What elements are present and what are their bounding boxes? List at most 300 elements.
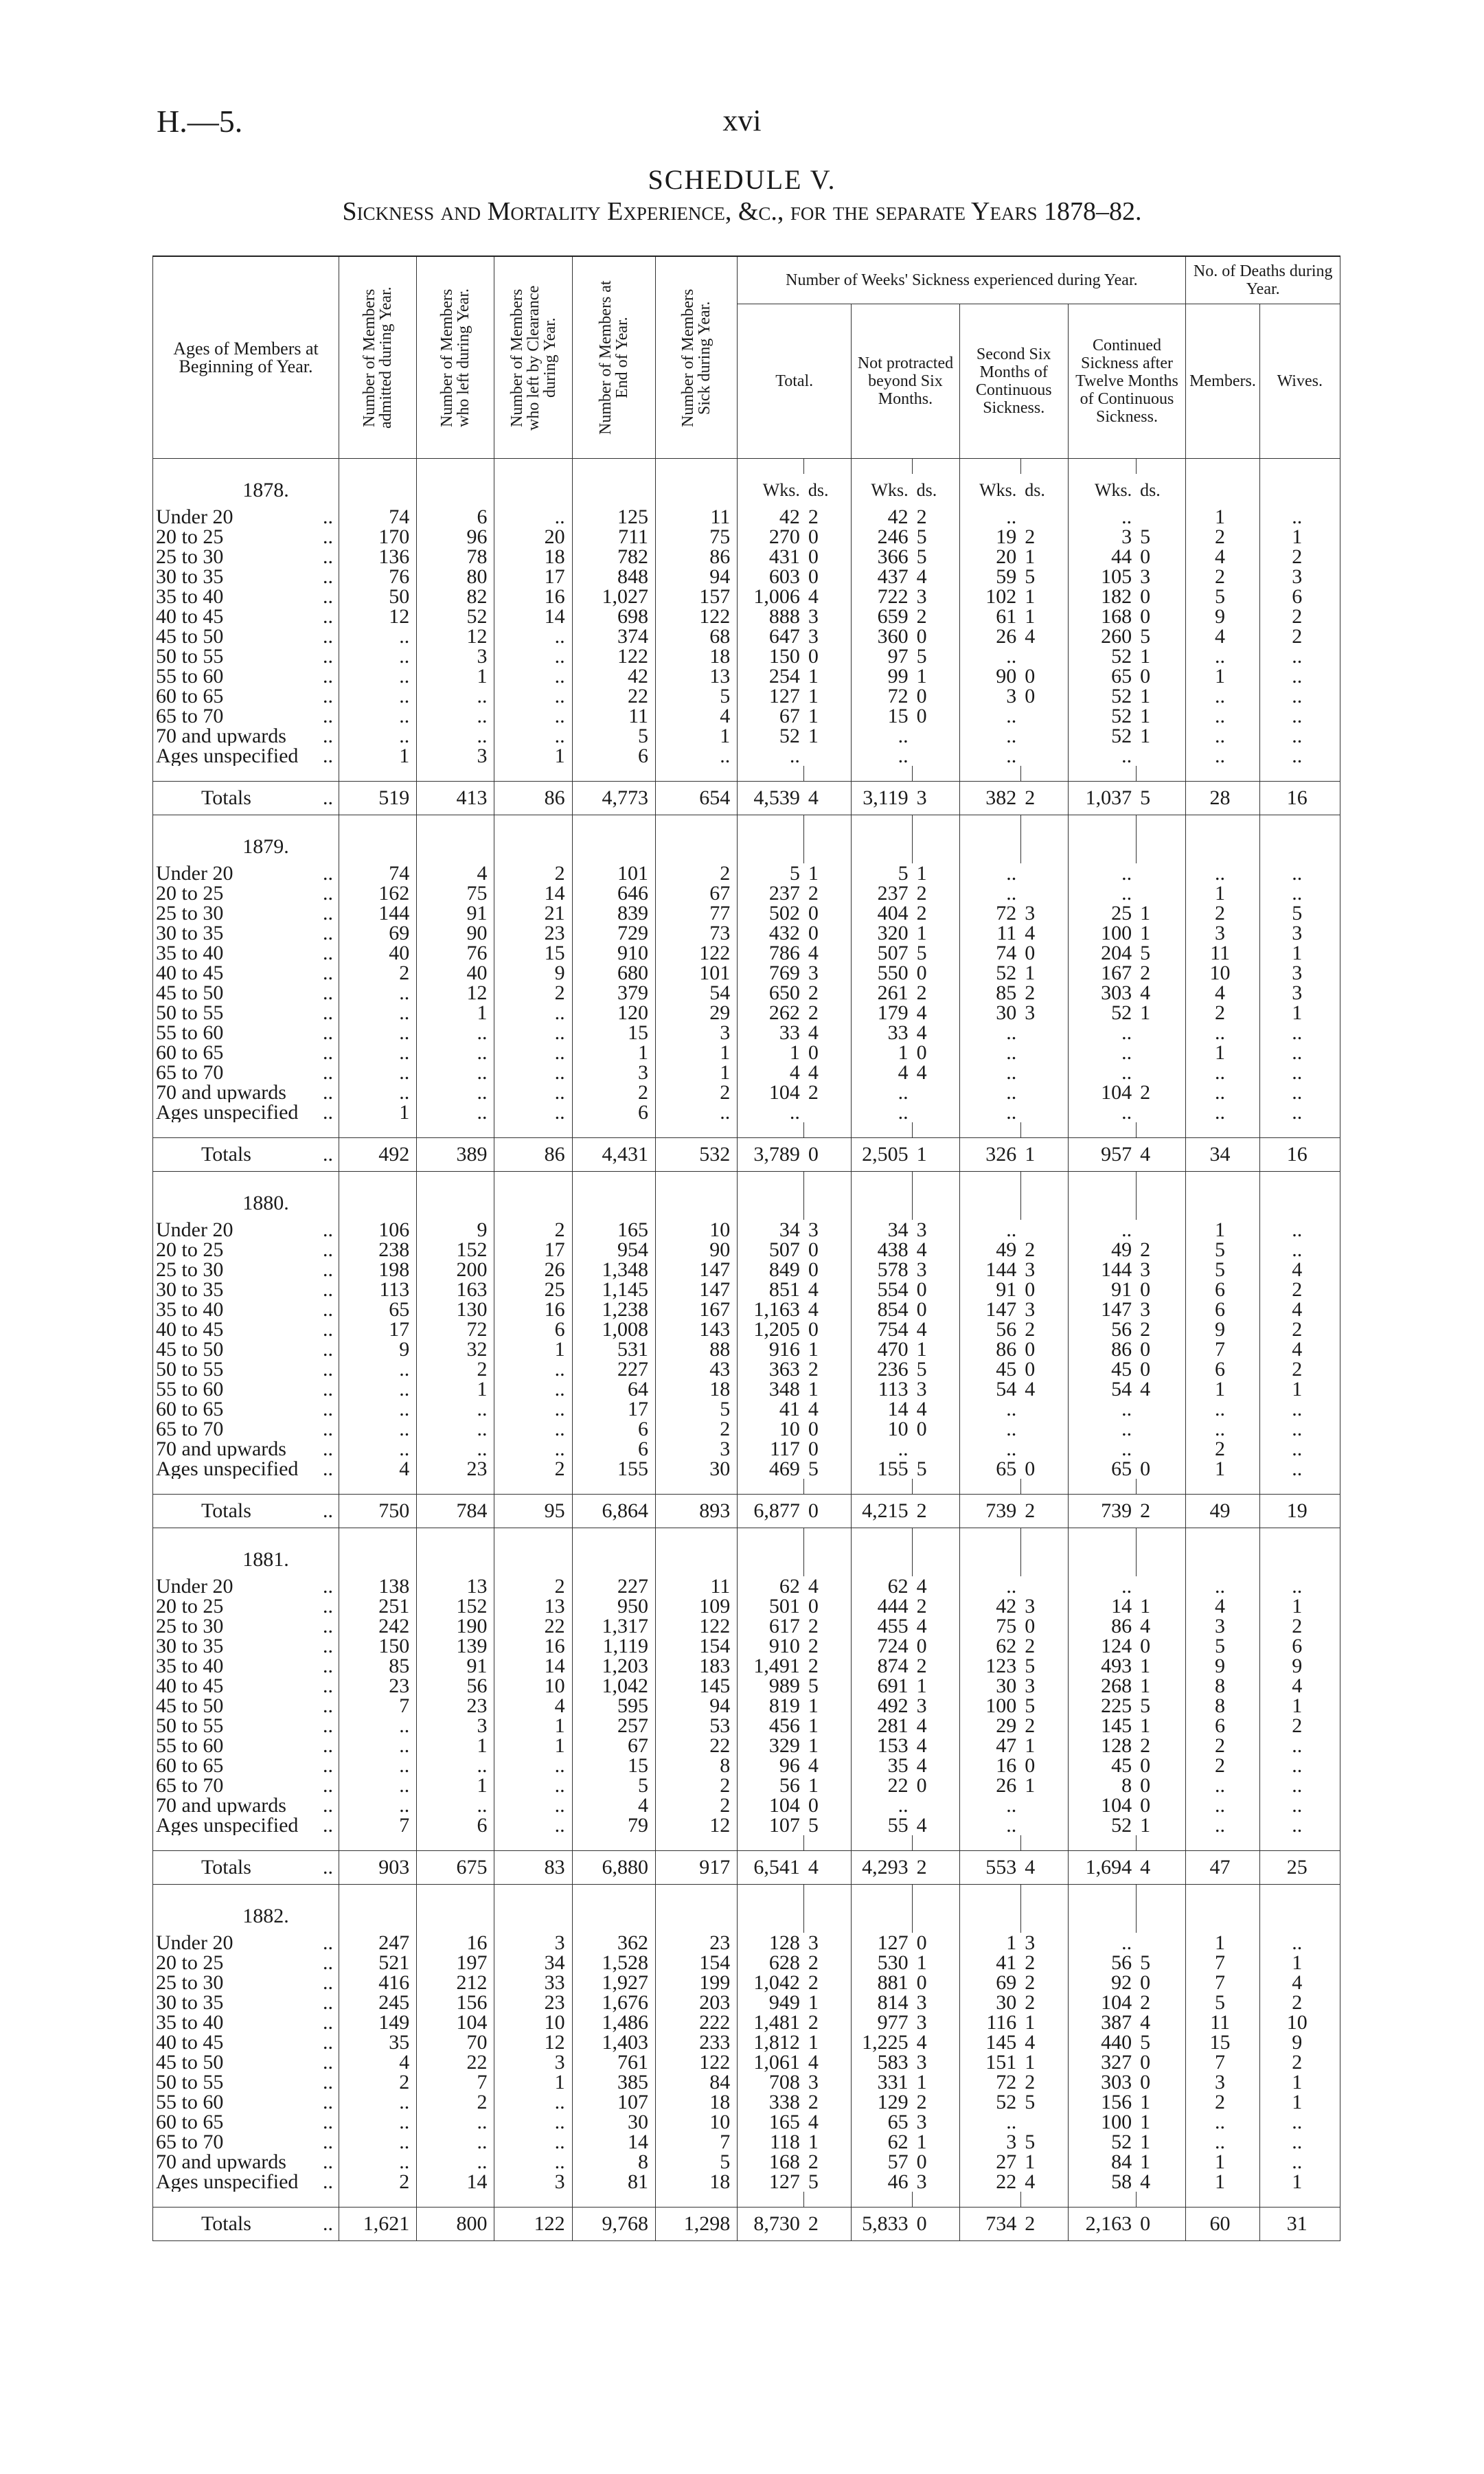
age-group-text: 70 and upwards [156,1795,286,1815]
cell-deaths-members: 3 [1186,1616,1259,1636]
cell-sick: 122 [656,606,738,626]
cell-second-six-weeks: 61 [959,606,1020,626]
cell-clearance: 14 [494,1656,572,1676]
cell-continued-days: 4 [1136,1851,1186,1885]
cell-second-six-weeks: 147 [959,1300,1020,1319]
cell-deaths-wives: 3 [1259,983,1340,1003]
cell-not-protracted-days: 0 [913,686,960,706]
cell-not-protracted-weeks: 46 [852,2172,913,2192]
cell-at-end: 17 [572,1399,655,1419]
cell-left: .. [417,1023,494,1043]
leader-dots: .. [322,686,333,706]
cell-admitted: .. [339,1082,416,1102]
cell-second-six-weeks: 72 [959,2072,1020,2092]
cell-second-six-days [1020,1439,1068,1459]
cell-at-end: 910 [572,943,655,963]
cell-second-six-days [1020,746,1068,766]
cell-admitted: 2 [339,2072,416,2092]
cell-at-end: 711 [572,527,655,547]
cell-not-protracted-weeks: 492 [852,1696,913,1716]
cell-continued-weeks: .. [1068,1439,1136,1459]
cell-second-six-weeks: .. [959,646,1020,666]
cell-at-end: 8 [572,2152,655,2172]
cell-left: .. [417,686,494,706]
age-group-text: 65 to 70 [156,2132,224,2152]
cell-admitted: 4 [339,2052,416,2072]
leader-dots: .. [322,1339,333,1359]
cell-second-six-days [1020,883,1068,903]
cell-second-six-weeks: 91 [959,1280,1020,1300]
cell-not-protracted-days: 2 [913,1596,960,1616]
cell-continued-weeks: 303 [1068,983,1136,1003]
cell-not-protracted-weeks: 113 [852,1379,913,1399]
cell-second-six-weeks: 326 [959,1138,1020,1172]
empty-cell [804,1900,852,1933]
cell-clearance: 13 [494,1596,572,1616]
leader-dots: .. [322,1260,333,1280]
table-row [153,923,1340,943]
cell-deaths-wives: 9 [1259,2032,1340,2052]
cell-second-six-weeks: 11 [959,923,1020,943]
table-row [153,2112,1340,2132]
cell-continued-weeks: 739 [1068,1495,1136,1528]
cell-total-days: 2 [804,883,852,903]
cell-second-six-days: 3 [1020,1003,1068,1023]
age-group-label [153,1795,339,1815]
cell-continued-days [1136,1043,1186,1063]
cell-second-six-weeks: 41 [959,1953,1020,1973]
cell-total-weeks: 1,163 [738,1300,804,1319]
cell-continued-weeks: 52 [1068,1003,1136,1023]
year-label: 1882. [153,1900,339,1933]
cell-second-six-days: 2 [1020,1636,1068,1656]
cell-deaths-members: 6 [1186,1300,1259,1319]
cell-admitted: 416 [339,1973,416,1993]
empty-cell [656,830,738,863]
cell-continued-days: 0 [1136,587,1186,606]
age-group-label [153,1082,339,1102]
cell-admitted: .. [339,646,416,666]
cell-second-six-weeks: 382 [959,782,1020,815]
cell-sick: 77 [656,903,738,923]
cell-admitted: .. [339,1359,416,1379]
cell-not-protracted-weeks: 14 [852,1399,913,1419]
cell-not-protracted-days: 4 [913,1616,960,1636]
cell-at-end: 1,927 [572,1973,655,1993]
cell-deaths-members: 2 [1186,567,1259,587]
cell-left: 91 [417,1656,494,1676]
table-row [153,1933,1340,1953]
cell-clearance: 20 [494,527,572,547]
cell-total-days: 2 [804,2012,852,2032]
cell-total-weeks: 1,481 [738,2012,804,2032]
cell-admitted: 7 [339,1815,416,1835]
cell-deaths-wives: 1 [1259,1596,1340,1616]
cell-clearance: 14 [494,606,572,626]
cell-second-six-days [1020,706,1068,726]
empty-cell [1136,830,1186,863]
cell-not-protracted-days [913,746,960,766]
age-group-text: Under 20 [156,1933,233,1953]
cell-admitted: 492 [339,1138,416,1172]
cell-second-six-days [1020,1023,1068,1043]
cell-left: 90 [417,923,494,943]
cell-not-protracted-weeks: .. [852,1795,913,1815]
cell-left: .. [417,1795,494,1815]
cell-clearance: 3 [494,1933,572,1953]
table-row [153,1419,1340,1439]
age-group-text: 30 to 35 [156,1636,224,1656]
cell-total-days: 1 [804,1696,852,1716]
age-group-text: 25 to 30 [156,903,224,923]
cell-second-six-days: 0 [1020,1756,1068,1775]
cell-not-protracted-days: 0 [913,1933,960,1953]
cell-total-weeks: 650 [738,983,804,1003]
cell-not-protracted-days [913,726,960,746]
table-row [153,1616,1340,1636]
table-row [153,2032,1340,2052]
cell-total-days: 2 [804,1003,852,1023]
cell-not-protracted-days: 4 [913,1716,960,1736]
cell-second-six-days [1020,863,1068,883]
cell-deaths-members: 2 [1186,1736,1259,1756]
cell-second-six-days: 4 [1020,1379,1068,1399]
cell-not-protracted-weeks: 42 [852,507,913,527]
cell-deaths-members: 4 [1186,626,1259,646]
cell-left: 413 [417,782,494,815]
cell-total-days: 0 [804,1495,852,1528]
cell-not-protracted-days: 3 [913,782,960,815]
cell-continued-weeks: 58 [1068,2172,1136,2192]
cell-not-protracted-days: 0 [913,963,960,983]
cell-continued-weeks: 104 [1068,1795,1136,1815]
cell-total-weeks: 1 [738,1043,804,1063]
cell-left: 76 [417,943,494,963]
cell-admitted: 136 [339,547,416,567]
cell-second-six-days [1020,1063,1068,1082]
cell-not-protracted-days [913,1102,960,1122]
leader-dots: .. [322,963,333,983]
age-group-label [153,1459,339,1479]
cell-continued-weeks: 144 [1068,1260,1136,1280]
cell-admitted: 162 [339,883,416,903]
cell-continued-days: 3 [1136,1300,1186,1319]
leader-dots: .. [322,983,333,1003]
cell-second-six-weeks: .. [959,746,1020,766]
cell-total-days: 1 [804,2032,852,2052]
cell-deaths-members: .. [1186,1102,1259,1122]
cell-left: 212 [417,1973,494,1993]
cell-left: 12 [417,983,494,1003]
cell-second-six-weeks: 3 [959,686,1020,706]
cell-sick: 167 [656,1300,738,1319]
cell-second-six-weeks: 90 [959,666,1020,686]
leader-dots: .. [322,1003,333,1023]
age-group-label [153,1319,339,1339]
cell-total-weeks: 237 [738,883,804,903]
cell-left: 3 [417,646,494,666]
cell-sick: 154 [656,1953,738,1973]
cell-total-weeks: 849 [738,1260,804,1280]
cell-second-six-days: 1 [1020,2052,1068,2072]
cell-at-end: 1,145 [572,1280,655,1300]
cell-continued-days: 3 [1136,1260,1186,1280]
cell-not-protracted-days: 5 [913,527,960,547]
cell-at-end: 9,768 [572,2208,655,2241]
cell-admitted: 1,621 [339,2208,416,2241]
cell-second-six-weeks: 52 [959,963,1020,983]
cell-continued-days: 0 [1136,1359,1186,1379]
cell-not-protracted-weeks: 4 [852,1063,913,1082]
cell-deaths-members: 9 [1186,1656,1259,1676]
cell-not-protracted-days [913,1795,960,1815]
leader-dots: .. [322,903,333,923]
age-group-text: 60 to 65 [156,2112,224,2132]
age-group-label [153,1399,339,1419]
leader-dots: .. [322,1240,333,1260]
cell-deaths-wives: .. [1259,1775,1340,1795]
cell-left: 190 [417,1616,494,1636]
empty-cell [852,1187,913,1220]
cell-second-six-days: 2 [1020,1240,1068,1260]
empty-cell [852,830,913,863]
empty-cell [959,830,1020,863]
cell-not-protracted-weeks: 5 [852,863,913,883]
cell-second-six-weeks: 144 [959,1260,1020,1280]
cell-sick: 1 [656,1043,738,1063]
cell-second-six-days [1020,2112,1068,2132]
empty-cell [656,474,738,507]
cell-deaths-wives: .. [1259,1815,1340,1835]
cell-admitted: 198 [339,1260,416,1280]
age-group-label [153,2172,339,2192]
cell-continued-days: 1 [1136,2112,1186,2132]
age-group-label [153,1339,339,1359]
cell-continued-days [1136,1439,1186,1459]
totals-text: Totals [201,786,251,809]
leader-dots: .. [322,943,333,963]
age-group-label [153,1379,339,1399]
age-group-label [153,1102,339,1122]
cell-continued-days [1136,883,1186,903]
cell-clearance: 25 [494,1280,572,1300]
cell-clearance: 122 [494,2208,572,2241]
cell-continued-weeks: 56 [1068,1953,1136,1973]
leader-dots: .. [322,1280,333,1300]
table-row [153,507,1340,527]
age-group-label [153,1023,339,1043]
age-group-label [153,1419,339,1439]
cell-continued-weeks: 92 [1068,1973,1136,1993]
table-row [153,1696,1340,1716]
cell-clearance: 33 [494,1973,572,1993]
cell-continued-days: 0 [1136,1775,1186,1795]
table-row [153,527,1340,547]
cell-second-six-weeks: 3 [959,2132,1020,2152]
cell-clearance: 15 [494,943,572,963]
spacer-row [153,459,1340,475]
cell-second-six-days: 1 [1020,1736,1068,1756]
cell-deaths-members: 1 [1186,1379,1259,1399]
cell-clearance: 2 [494,863,572,883]
cell-continued-weeks: 145 [1068,1716,1136,1736]
cell-second-six-weeks: 59 [959,567,1020,587]
cell-deaths-members: 60 [1186,2208,1259,2241]
age-group-label [153,527,339,547]
cell-continued-days [1136,507,1186,527]
cell-sick: 917 [656,1851,738,1885]
cell-total-weeks: 5 [738,863,804,883]
cell-left: 389 [417,1138,494,1172]
cell-left: 40 [417,963,494,983]
cell-deaths-members: 5 [1186,1993,1259,2012]
cell-sick: 122 [656,1616,738,1636]
cell-admitted: .. [339,626,416,646]
cell-deaths-members: 5 [1186,587,1259,606]
cell-second-six-weeks: 26 [959,1775,1020,1795]
cell-deaths-members: .. [1186,1419,1259,1439]
cell-at-end: 954 [572,1240,655,1260]
cell-deaths-wives: .. [1259,1399,1340,1419]
table-row [153,2052,1340,2072]
cell-total-days: 0 [804,1043,852,1063]
cell-sick: 145 [656,1676,738,1696]
cell-second-six-days: 0 [1020,666,1068,686]
empty-cell [1186,1187,1259,1220]
cell-total-days: 4 [804,1063,852,1082]
cell-not-protracted-days: 0 [913,1043,960,1063]
cell-deaths-members: 11 [1186,2012,1259,2032]
cell-second-six-days [1020,1220,1068,1240]
cell-second-six-weeks: 56 [959,1319,1020,1339]
cell-continued-weeks: .. [1068,863,1136,883]
cell-clearance: .. [494,1399,572,1419]
cell-continued-weeks: 54 [1068,1379,1136,1399]
age-group-label [153,1993,339,2012]
spacer-row [153,815,1340,831]
cell-not-protracted-days: 1 [913,863,960,883]
cell-at-end: 385 [572,2072,655,2092]
cell-total-days: 4 [804,1023,852,1043]
cell-continued-weeks: 44 [1068,547,1136,567]
cell-sick: 122 [656,2052,738,2072]
cell-deaths-wives: .. [1259,1082,1340,1102]
empty-cell [339,474,416,507]
cell-sick: 143 [656,1319,738,1339]
cell-continued-days: 0 [1136,1339,1186,1359]
cell-continued-days: 4 [1136,1616,1186,1636]
cell-not-protracted-days: 5 [913,646,960,666]
cell-second-six-weeks: 74 [959,943,1020,963]
cell-not-protracted-days: 1 [913,1676,960,1696]
age-group-text: 35 to 40 [156,587,224,606]
empty-cell [738,1187,804,1220]
cell-not-protracted-weeks: .. [852,1082,913,1102]
age-group-label [153,2112,339,2132]
cell-second-six-days: 2 [1020,1993,1068,2012]
age-group-label [153,626,339,646]
cell-continued-days: 1 [1136,1656,1186,1676]
cell-second-six-weeks: .. [959,726,1020,746]
cell-not-protracted-weeks: 99 [852,666,913,686]
table-row [153,1795,1340,1815]
spacer-row [153,1885,1340,1900]
cell-admitted: 7 [339,1696,416,1716]
totals-row [153,1495,1340,1528]
age-group-label [153,2152,339,2172]
cell-left: 197 [417,1953,494,1973]
empty-cell [959,1543,1020,1576]
cell-total-days: 2 [804,983,852,1003]
cell-clearance: 2 [494,983,572,1003]
cell-continued-weeks: 86 [1068,1616,1136,1636]
header-left: Number of Members who left during Year. [438,288,473,427]
cell-total-weeks: 56 [738,1775,804,1795]
cell-clearance: .. [494,1043,572,1063]
cell-not-protracted-days: 2 [913,507,960,527]
cell-second-six-weeks: 62 [959,1636,1020,1656]
age-group-label [153,666,339,686]
cell-total-weeks: 168 [738,2152,804,2172]
leader-dots: .. [322,1953,333,1973]
cell-not-protracted-weeks: .. [852,1102,913,1122]
cell-continued-days: 1 [1136,1596,1186,1616]
cell-at-end: 6,864 [572,1495,655,1528]
age-group-text: 45 to 50 [156,626,224,646]
cell-clearance: 4 [494,1696,572,1716]
cell-deaths-members: 6 [1186,1716,1259,1736]
empty-cell [1020,1543,1068,1576]
totals-label [153,2208,339,2241]
age-group-label [153,883,339,903]
age-group-text: 45 to 50 [156,1696,224,1716]
cell-not-protracted-days: 1 [913,1339,960,1359]
cell-second-six-days: 3 [1020,1676,1068,1696]
cell-clearance: .. [494,1756,572,1775]
cell-sick: 4 [656,706,738,726]
table-row [153,963,1340,983]
spacer-row [153,1479,1340,1495]
totals-row [153,782,1340,815]
cell-deaths-members: .. [1186,706,1259,726]
cell-at-end: 6,880 [572,1851,655,1885]
cell-clearance: 23 [494,1993,572,2012]
age-group-text: 55 to 60 [156,1023,224,1043]
cell-clearance: 17 [494,567,572,587]
cell-sick: 183 [656,1656,738,1676]
cell-clearance: .. [494,1775,572,1795]
table-row [153,1319,1340,1339]
table-row [153,1023,1340,1043]
cell-sick: 75 [656,527,738,547]
age-group-label [153,1933,339,1953]
cell-clearance: .. [494,1359,572,1379]
table-row [153,1775,1340,1795]
empty-cell [572,1543,655,1576]
cell-not-protracted-weeks: 246 [852,527,913,547]
cell-total-days: 0 [804,1596,852,1616]
cell-left: .. [417,1043,494,1063]
header-continued: Continued Sickness after Twelve Months of Continuous Sickness. [1068,304,1186,459]
cell-second-six-weeks: .. [959,1063,1020,1082]
table-row [153,1220,1340,1240]
table-row [153,1656,1340,1676]
cell-continued-days [1136,1576,1186,1596]
cell-second-six-weeks: 19 [959,527,1020,547]
cell-deaths-wives: 2 [1259,1280,1340,1300]
table-row [153,606,1340,626]
cell-second-six-days: 0 [1020,1280,1068,1300]
